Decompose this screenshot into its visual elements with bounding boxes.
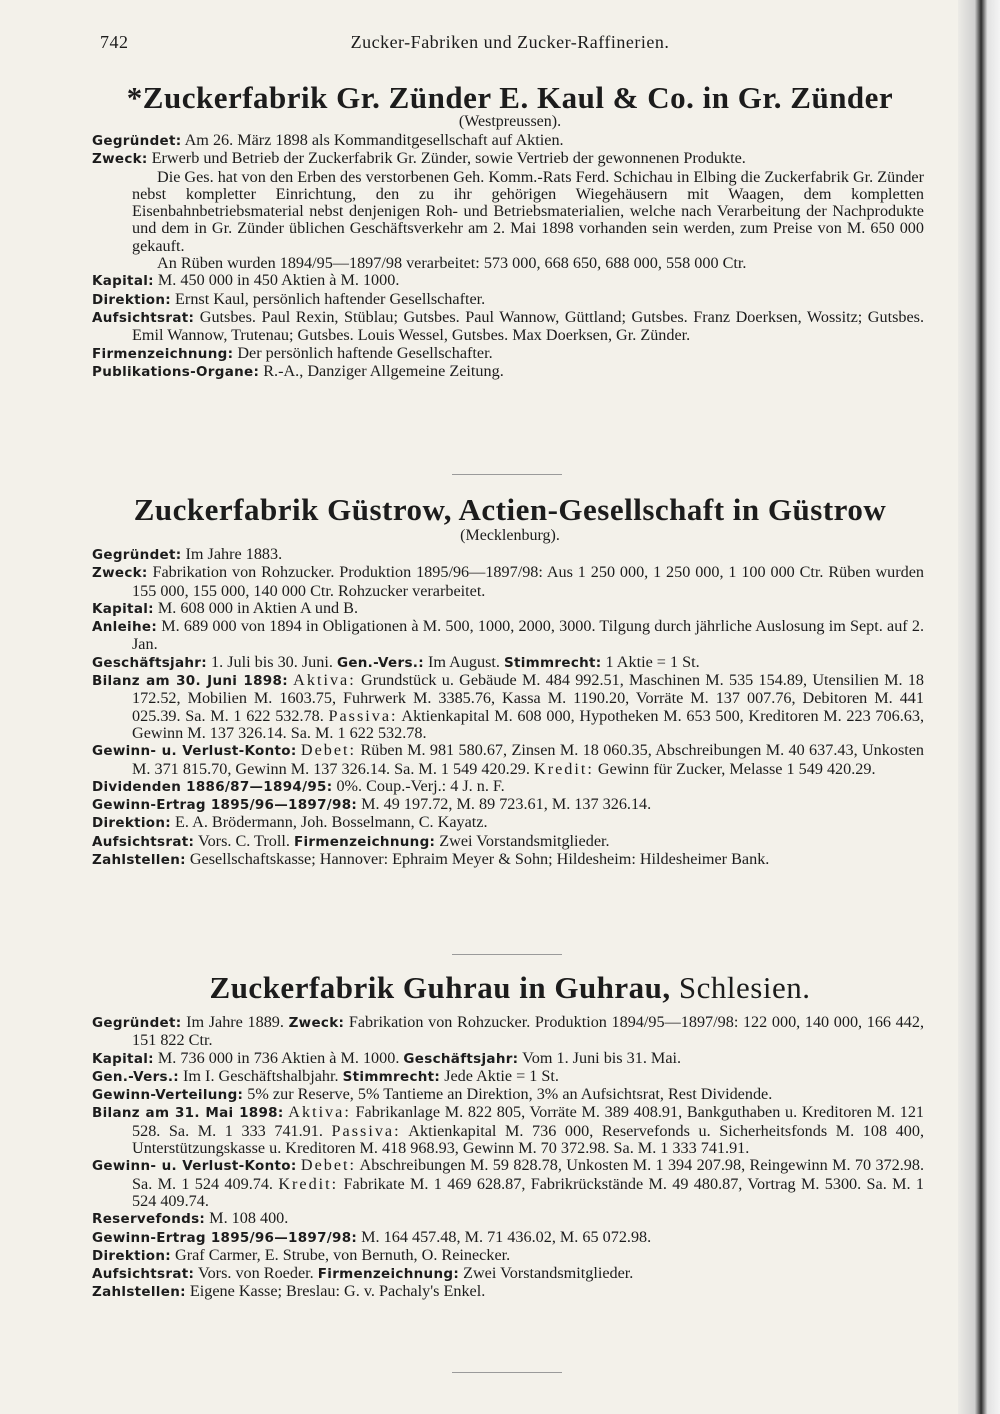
field-value: Aktienkapital M. 608 000, Hypotheken M. 653 500, Kreditoren M. 223 706.63, Gewinn M. 137 326.14. Sa. M. 1 622 532.78.	[132, 706, 924, 742]
field-label: Firmenzeichnung:	[293, 833, 436, 850]
passiva-label: Passiva:	[331, 1121, 401, 1140]
entry-field	[92, 796, 924, 814]
field-label: Aufsichtsrat:	[92, 1266, 195, 1283]
company-entry	[92, 132, 924, 381]
company-entry	[92, 1014, 924, 1302]
field-value: M. 736 000 in 736 Aktien à M. 1000.	[157, 1048, 400, 1067]
field-value: Im August.	[427, 652, 500, 671]
field-value: Aktienkapital M. 736 000, Reservefonds u. Sicherheitsfonds M. 108 400, Unterstützungskasse u. Kreditoren M. 418 968.93, Gewinn M. 70 372.98. Sa. M. 1 333 741.91.	[132, 1121, 925, 1158]
entry-field	[92, 600, 924, 618]
entry-field	[92, 1283, 924, 1301]
kredit-label: Kredit:	[278, 1174, 339, 1193]
field-label: Bilanz am 30. Juni 1898:	[92, 673, 288, 690]
entry-field	[92, 150, 924, 168]
entry-field	[92, 814, 924, 832]
field-label: Zweck:	[92, 565, 148, 582]
field-value: E. A. Brödermann, Joh. Bosselmann, C. Kayatz.	[175, 813, 488, 832]
passiva-label: Passiva:	[328, 706, 398, 725]
field-label: Geschäftsjahr:	[403, 1050, 519, 1067]
field-value: Vors. C. Troll.	[197, 831, 290, 850]
field-label: Stimmrecht:	[342, 1068, 441, 1085]
field-label: Zweck:	[92, 151, 148, 168]
field-label: Bilanz am 31. Mai 1898:	[92, 1105, 284, 1122]
entry-field	[92, 778, 924, 796]
field-value: Zwei Vorstandsmitglieder.	[463, 1264, 634, 1283]
entry-field	[92, 618, 924, 654]
field-label: Direktion:	[92, 291, 171, 308]
page-edge-shadow	[958, 0, 1000, 1414]
entry-paragraph: An Rüben wurden 1894/95—1897/98 verarbeitet: 573 000, 668 650, 688 000, 558 000 Ctr.	[157, 254, 747, 273]
entry-field	[92, 1050, 924, 1068]
section-divider	[452, 474, 562, 475]
entry-subtitle: (Mecklenburg).	[460, 527, 560, 544]
entry-field	[92, 546, 924, 564]
aktiva-label: Aktiva:	[293, 671, 356, 690]
field-label: Zahlstellen:	[92, 852, 186, 869]
field-value: M. 689 000 von 1894 in Obligationen à M. 500, 1000, 2000, 3000. Tilgung durch jährliche Auslosung im Sept. auf 2. Jan.	[132, 617, 925, 654]
field-label: Kapital:	[92, 1050, 154, 1067]
field-label: Firmenzeichnung:	[92, 345, 234, 362]
entry-field	[92, 1014, 924, 1050]
page-number: 742	[100, 32, 129, 52]
entry-subtitle: (Westpreussen).	[458, 113, 562, 130]
entry-field	[92, 1265, 924, 1283]
entry-field	[92, 851, 924, 869]
field-label: Gewinn-Ertrag 1895/96—1897/98:	[92, 1229, 358, 1246]
entry-field	[92, 654, 924, 672]
running-header	[100, 32, 920, 58]
field-value: Grundstück u. Gebäude M. 484 992.51, Maschinen M. 535 154.89, Utensilien M. 18 172.52, Mobilien M. 1603.75, Fuhrwerk M. 3385.76, Kassa M. 1190.20, Vorräte M. 137 007.76, Debitoren M. 441 025.39. Sa. M. 1 622 532.78.	[132, 671, 925, 725]
field-label: Zahlstellen:	[92, 1284, 186, 1301]
field-value: Vors. von Roeder.	[197, 1264, 314, 1283]
entry-field	[92, 1210, 924, 1228]
field-label: Gen.-Vers.:	[92, 1068, 179, 1085]
field-value: Gutsbes. Paul Rexin, Stüblau; Gutsbes. Paul Wannow, Güttland; Gutsbes. Franz Doerksen, Wossitz; Gutsbes. Emil Wannow, Trutenau; Gutsbes. Louis Wessel, Gutsbes. Max Doerksen, Gr. Zünder.	[132, 307, 924, 345]
field-label: Gewinn- u. Verlust-Konto:	[92, 1158, 297, 1175]
field-value: 0%. Coup.-Verj.: 4 J. n. F.	[336, 776, 505, 795]
field-value: 5% zur Reserve, 5% Tantieme an Direktion, 3% an Aufsichtsrat, Rest Dividende.	[247, 1085, 773, 1104]
field-value: Graf Carmer, E. Strube, von Bernuth, O. Reinecker.	[175, 1245, 511, 1264]
field-value: Fabrikanlage M. 822 805, Vorräte M. 389 408.91, Bankguthaben u. Kreditoren M. 121 528. Sa. M. 1 333 741.91.	[132, 1103, 925, 1140]
field-value: Zwei Vorstandsmitglieder.	[439, 831, 610, 850]
field-value: Gewinn für Zucker, Melasse 1 549 420.29.	[597, 759, 876, 778]
entry-paragraph: Die Ges. hat von den Erben des verstorbenen Geh. Komm.-Rats Ferd. Schichau in Elbing die Zuckerfabrik Gr. Zünder nebst kompletter Einrichtung, den zu ihr gehörigen Wiegehäusern mit Waagen, dem kompletten Eisenbahnbetriebsmaterial nebst denjenigen Roh- und Betriebsmaterialien, welche nach Verarbeitung der Nachprodukte und dem in Gr. Zünder üblichen Geschäftsverkehr am 2. Mai 1898 vorhanden sein werden, zum Preise von M. 650 000 gekauft.	[132, 167, 924, 255]
debet-label: Debet:	[300, 741, 357, 760]
field-label: Direktion:	[92, 815, 171, 832]
field-value: Abschreibungen M. 59 828.78, Unkosten M. 1 394 207.98, Reingewinn M. 70 372.98. Sa. M. 1 524 409.74.	[132, 1156, 925, 1193]
company-entry	[92, 546, 924, 869]
entry-field	[92, 1104, 924, 1157]
field-label: Aufsichtsrat:	[92, 833, 195, 850]
entry-field	[92, 272, 924, 290]
entry-title: *Zuckerfabrik Gr. Zünder E. Kaul & Co. in Gr. Zünder	[126, 80, 894, 115]
field-label: Firmenzeichnung:	[317, 1266, 460, 1283]
field-label: Direktion:	[92, 1247, 171, 1264]
field-value: Erwerb und Betrieb der Zuckerfabrik Gr. Zünder, sowie Vertrieb der gewonnenen Produkte.	[151, 149, 746, 168]
field-label: Gegründet:	[92, 133, 182, 149]
field-value: Ernst Kaul, persönlich haftender Gesellschafter.	[175, 289, 486, 308]
field-label: Gegründet:	[92, 547, 182, 563]
field-label: Kapital:	[92, 273, 154, 290]
entry-title: Zuckerfabrik Güstrow, Actien-Gesellschaft in Güstrow	[133, 492, 887, 527]
field-value: Vom 1. Juni bis 31. Mai.	[522, 1048, 682, 1067]
entry-field	[92, 564, 924, 600]
field-label: Kapital:	[92, 600, 154, 617]
aktiva-label: Aktiva:	[288, 1103, 351, 1122]
field-label: Stimmrecht:	[503, 654, 602, 671]
debet-label: Debet:	[300, 1156, 357, 1175]
field-value: 1. Juli bis 30. Juni.	[211, 652, 333, 671]
field-label: Gegründet:	[92, 1015, 182, 1031]
entry-field	[92, 345, 924, 363]
field-value: Gesellschaftskasse; Hannover: Ephraim Meyer & Sohn; Hildesheim: Hildesheimer Bank.	[189, 850, 770, 869]
field-value: Rüben M. 981 580.67, Zinsen M. 18 060.35, Abschreibungen M. 40 637.43, Unkosten M. 371 815.70, Gewinn M. 137 326.14. Sa. M. 1 549 420.29.	[132, 741, 925, 778]
field-label: Publikations-Organe:	[92, 363, 260, 380]
field-value: Fabrikate M. 1 469 628.87, Fabrikrückstände M. 49 480.87, Vortrag M. 5300. Sa. M. 1 524 409.74.	[132, 1174, 924, 1210]
section-divider	[452, 954, 562, 955]
field-label: Gen.-Vers.:	[336, 654, 424, 671]
field-value: Im I. Geschäftshalbjahr.	[183, 1066, 339, 1085]
entry-title-suffix: Schlesien.	[678, 970, 811, 1005]
entry-title	[95, 970, 925, 1006]
field-value: M. 49 197.72, M. 89 723.61, M. 137 326.14.	[361, 795, 652, 814]
field-value: Am 26. März 1898 als Kommanditgesellschaft auf Aktien.	[184, 131, 564, 149]
field-value: M. 108 400.	[209, 1209, 289, 1228]
field-value: R.-A., Danziger Allgemeine Zeitung.	[263, 361, 504, 380]
entry-field	[92, 363, 924, 381]
entry-field	[92, 309, 924, 345]
field-label: Aufsichtsrat:	[92, 309, 195, 326]
field-label: Reservefonds:	[92, 1211, 206, 1228]
field-value: Im Jahre 1883.	[185, 545, 283, 563]
field-label: Anleihe:	[92, 619, 158, 636]
entry-field	[92, 672, 924, 742]
field-value: Fabrikation von Rohzucker. Produktion 1895/96—1897/98: Aus 1 250 000, 1 250 000, 1 100 000 Ctr. Rüben wurden 155 000, 155 000, 140 000 Ctr. Rohzucker verarbeitet.	[132, 563, 925, 600]
field-label: Gewinn-Verteilung:	[92, 1087, 244, 1104]
field-label: Gewinn- u. Verlust-Konto:	[92, 743, 297, 760]
entry-field	[92, 742, 924, 778]
kredit-label: Kredit:	[534, 759, 594, 778]
field-value: M. 164 457.48, M. 71 436.02, M. 65 072.98.	[361, 1227, 652, 1246]
field-label: Zweck:	[288, 1015, 345, 1031]
field-value: Eigene Kasse; Breslau: G. v. Pachaly's Enkel.	[189, 1282, 486, 1301]
entry-title-main: Zuckerfabrik Guhrau in Guhrau,	[209, 970, 671, 1005]
entry-field	[92, 1086, 924, 1104]
section-divider	[452, 1372, 562, 1373]
field-value: Fabrikation von Rohzucker. Produktion 1894/95—1897/98: 122 000, 140 000, 166 442, 151 822 Ctr.	[132, 1013, 924, 1050]
entry-field	[92, 1068, 924, 1086]
entry-field	[92, 291, 924, 309]
field-label: Geschäftsjahr:	[92, 654, 207, 671]
field-value: M. 608 000 in Aktien A und B.	[157, 598, 359, 617]
entry-field	[92, 833, 924, 851]
running-title: Zucker-Fabriken und Zucker-Raffinerien.	[350, 32, 670, 52]
entry-field	[92, 1247, 924, 1265]
entry-field	[92, 1157, 924, 1210]
field-value: Jede Aktie = 1 St.	[444, 1066, 559, 1085]
entry-field	[92, 1229, 924, 1247]
field-value: 1 Aktie = 1 St.	[605, 652, 700, 671]
field-value: M. 450 000 in 450 Aktien à M. 1000.	[157, 271, 400, 290]
field-value: Im Jahre 1889.	[186, 1013, 284, 1031]
field-value: Der persönlich haftende Gesellschafter.	[237, 343, 493, 362]
field-label: Dividenden 1886/87—1894/95:	[92, 778, 333, 795]
entry-field	[92, 132, 924, 150]
field-label: Gewinn-Ertrag 1895/96—1897/98:	[92, 797, 358, 814]
